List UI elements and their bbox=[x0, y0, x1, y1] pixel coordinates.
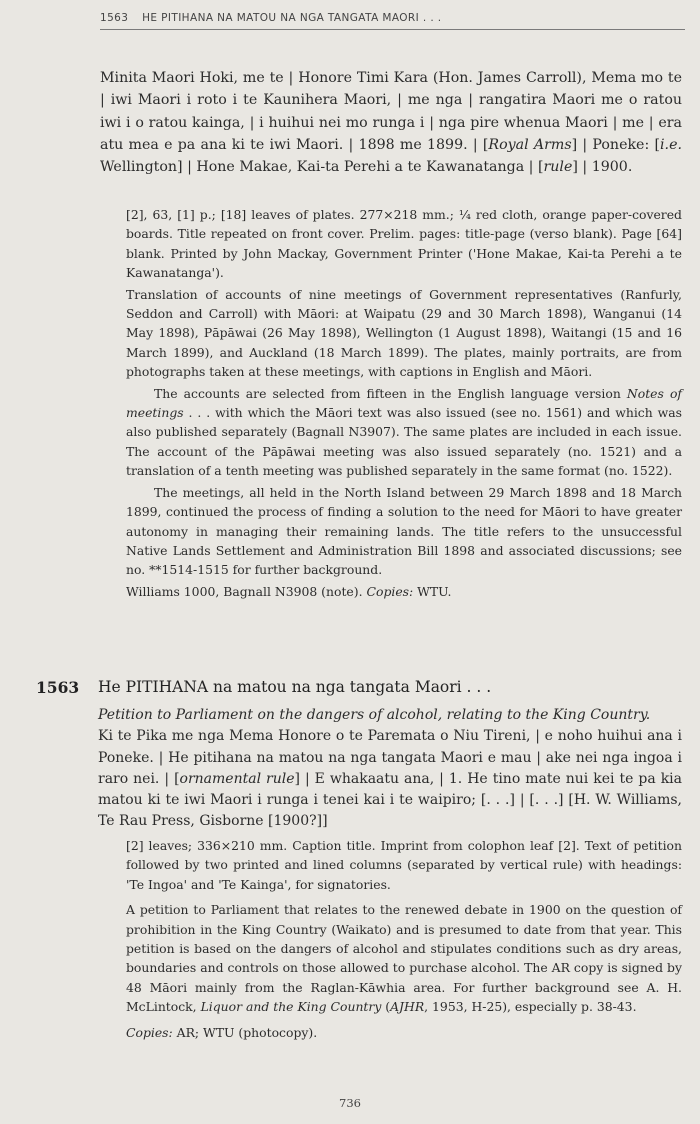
page-number: 736 bbox=[339, 1096, 361, 1110]
header-title: HE PITIHANA NA MATOU NA NGA TANGATA MAORI . . . bbox=[142, 12, 442, 24]
entry-subtitle: Petition to Parliament on the dangers of alcohol, relating to the King Country. bbox=[98, 707, 651, 723]
references: Williams 1000, Bagnall N3908 (note). Copies: WTU. bbox=[126, 583, 452, 599]
entry-notes bbox=[126, 836, 682, 1044]
entry-copies: Copies: AR; WTU (photocopy). bbox=[126, 1024, 318, 1040]
entry-number: 1563 bbox=[36, 678, 80, 697]
entry-physical-description: [2] leaves; 336×210 mm. Caption title. Imprint from colophon leaf [2]. Text of petition followed by two printed and lined columns (separated by vertical rule) with headings: 'Te Ingoa' and 'Te Kainga', for signatories. bbox=[126, 838, 682, 892]
entry-transcription: Ki te Pika me nga Mema Honore o te Paremata o Niu Tireni, | e noho huihui ana i Poneke. | He pitihana na matou na nga tangata Maori e mau | ake nei nga ingoa i raro nei. | [ornamental rule] | E whakaatu ana, | 1. He tino mate nui kei te pa kia matou ki te iwi Maori i runga i tenei kai i te waipiro; [. . .] | [. . .] [H. W. Williams, Te Rau Press, Gisborne [1900?]] bbox=[98, 728, 683, 830]
entry-note-petition: A petition to Parliament that relates to the renewed debate in 1900 on the question of prohibition in the King Country (Waikato) and is presumed to date from that year. This petition is based on the dangers of alcohol and stipulates conditions such as dry areas, boundaries and controls on those allowed to purchase alcohol. The AR copy is signed by 48 Māori mainly from the Raglan-Kāwhia area. For further background see A. H. McLintock, Liquor and the King Country (AJHR, 1953, H-25), especially p. 38-43. bbox=[126, 902, 682, 1015]
previous-entry-title: Minita Maori Hoki, me te | Honore Timi Kara (Hon. James Carroll), Mema mo te | iwi Maori i roto i te Kaunihera Maori, | me nga | rangatira Maori me o ratou iwi i o ratou kainga, | i huihui nei mo runga i | nga pire whenua Maori | me | era atu mea e pa ana ki te iwi Maori. | 1898 me 1899. | [Royal Arms] | Poneke: [i.e. Wellington] | Hone Makae, Kai-ta Perehi a te Kawanatanga | [rule] | 1900. bbox=[100, 70, 682, 176]
note-translation: Translation of accounts of nine meetings of Government representatives (Ranfurly, Seddon and Carroll) with Māori: at Waipatu (29 and 30 March 1898), Wanganui (14 May 1898), Pāpāwai (26 May 1898), Wellington (1 August 1898), Waitangi (15 and 16 March 1899), and Auckland (18 March 1899). The plates, mainly portraits, are from photographs taken at these meetings, with captions in English and Māori. bbox=[126, 286, 682, 380]
note-accounts: The accounts are selected from fifteen in the English language version Notes of meetings . . . with which the Māori text was also issued (see no. 1561) and which was also published separately (Bagnall N3907). The same plates are included in each issue. The account of the Pāpāwai meeting was also issued separately (no. 1521) and a translation of a tenth meeting was published separately in the same format (no. 1522). bbox=[126, 385, 682, 479]
entry-title: He PITIHANA na matou na nga tangata Maori . . . bbox=[98, 678, 492, 696]
note-meetings: The meetings, all held in the North Island between 29 March 1898 and 18 March 1899, continued the process of finding a solution to the need for Māori to have greater autonomy in managing their remaining lands. The title refers to the unsuccessful Native Lands Settlement and Administration Bill 1898 and associated discussions; see no. **1514-1515 for further background. bbox=[126, 484, 682, 578]
physical-description: [2], 63, [1] p.; [18] leaves of plates. 277×218 mm.; ¼ red cloth, orange paper-covered boards. Title repeated on front cover. Prelim. pages: title-page (verso blank). Page [64] blank. Printed by John Mackay, Government Printer ('Hone Makae, Kai-ta Perehi a te Kawanatanga'). bbox=[126, 207, 682, 281]
previous-entry-notes bbox=[126, 205, 682, 603]
entry-body bbox=[98, 705, 682, 833]
running-header bbox=[100, 12, 685, 30]
header-entry-number: 1563 bbox=[100, 12, 129, 24]
